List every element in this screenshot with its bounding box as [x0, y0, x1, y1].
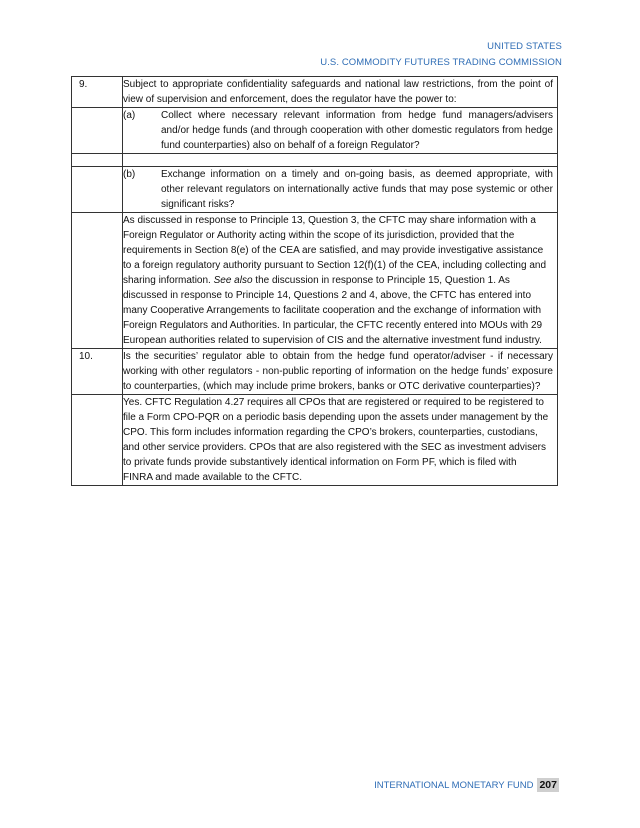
- table-row: [72, 154, 558, 167]
- table-row: [72, 213, 558, 349]
- question-text: Subject to appropriate confidentiality safeguards and national law restrictions, from the point of view of supervision and enforcement, does the regulator have the power to:: [123, 77, 558, 108]
- table-row: [72, 108, 558, 154]
- empty-cell: [123, 154, 558, 167]
- question-number: 9.: [72, 77, 123, 108]
- question-text: Is the securities’ regulator able to obtain from the hedge fund operator/adviser - if necessary working with other regulators - non-public reporting of information on the hedge funds’ exposure to counterparties, (which may include prime brokers, banks or OTC derivative counterparties)?: [123, 349, 558, 395]
- answer-text: [123, 213, 558, 349]
- header-line-1: UNITED STATES: [487, 41, 562, 52]
- sub-question-label: (a): [123, 110, 136, 121]
- answer-part-2: the discussion in response to Principle 15, Question 1. As discussed in response to Principle 14, Questions 2 and 4, above, the CFTC has entered into many Cooperative Arrangements to facilitate cooperation and the exchange of information with Foreign Regulators and Authorities. In particular, the CFTC recently entered into MOUs with 29 European authorities related to supervision of CIS and the alternative investment fund industry.: [123, 275, 543, 346]
- table-row: [72, 349, 558, 395]
- answer-text: Yes. CFTC Regulation 4.27 requires all CPOs that are registered or required to be registered to file a Form CPO-PQR on a periodic basis depending upon the assets under management by the CPO. This form includes information regarding the CPO’s brokers, counterparties, custodians, and other service providers. CPOs that are also registered with the SEC as investment advisers to private funds provide substantively identical information on Form PF, which is filed with FINRA and made available to the CFTC.: [123, 395, 558, 486]
- footer-org: INTERNATIONAL MONETARY FUND: [374, 779, 534, 791]
- question-number: 10.: [72, 349, 123, 395]
- page-number: 207: [539, 779, 557, 791]
- see-also-italic: See also: [213, 275, 253, 286]
- answer-part-1: As discussed in response to Principle 13, Question 3, the CFTC may share information with a Foreign Regulator or Authority acting within the scope of its jurisdiction, provided that the requirements in Section 8(e) of the CEA are satisfied, and may provide investigative assistance to a foreign regulatory authority pursuant to Section 12(f)(1) of the CEA, including collecting and sharing information.: [123, 215, 547, 286]
- sub-question-text: Exchange information on a timely and on-going basis, as deemed appropriate, with other relevant regulators on internationally active funds that may pose systemic or other significant risks?: [161, 169, 553, 210]
- questions-table: [71, 76, 558, 486]
- empty-cell: [72, 108, 123, 154]
- sub-question-b: [123, 167, 558, 213]
- sub-question-a: [123, 108, 558, 154]
- sub-question-label: (b): [123, 169, 136, 180]
- sub-question-text: Collect where necessary relevant information from hedge fund managers/advisers and/or hedge funds (and through cooperation with other domestic regulators from hedge fund counterparties) also on behalf of a foreign Regulator?: [161, 110, 553, 151]
- empty-cell: [72, 213, 123, 349]
- empty-cell: [72, 167, 123, 213]
- header-line-2: U.S. COMMODITY FUTURES TRADING COMMISSION: [320, 57, 562, 68]
- table-row: [72, 395, 558, 486]
- empty-cell: [72, 395, 123, 486]
- empty-cell: [72, 154, 123, 167]
- table-row: [72, 77, 558, 108]
- page-footer: [374, 778, 559, 792]
- table-row: [72, 167, 558, 213]
